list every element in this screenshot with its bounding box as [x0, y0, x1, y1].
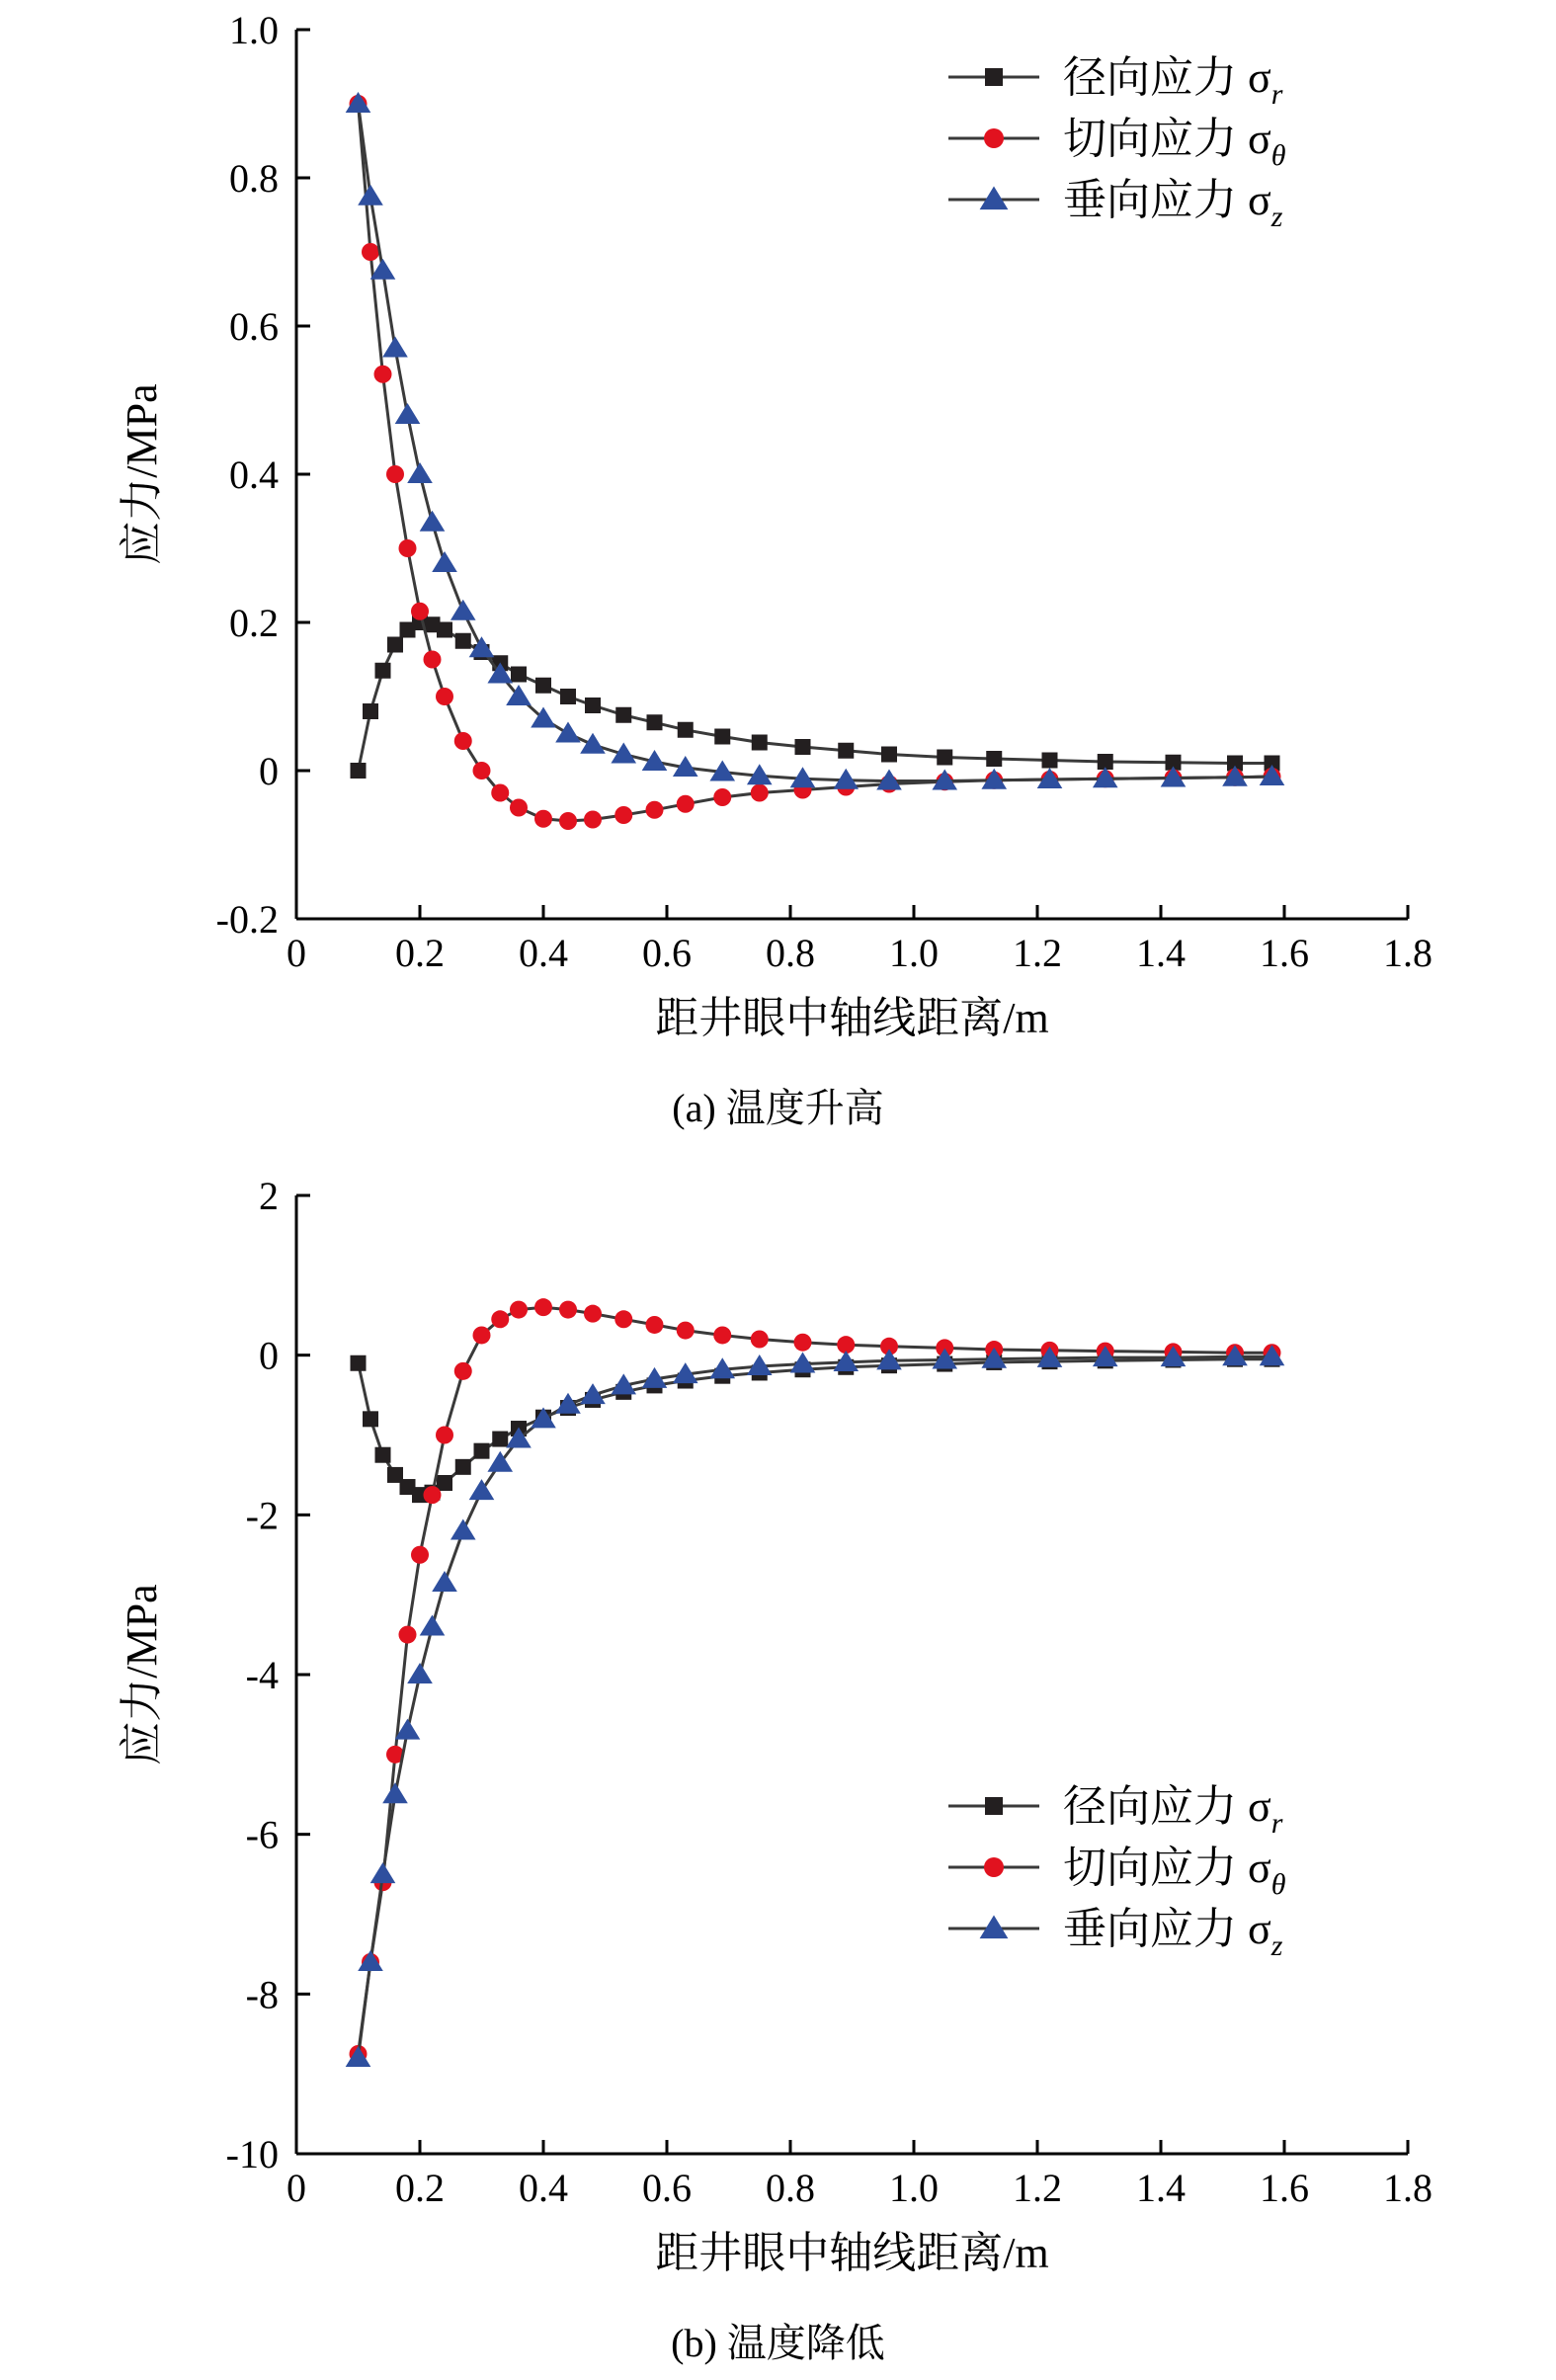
data-marker — [584, 811, 602, 829]
x-tick-label: 1.2 — [1013, 2166, 1062, 2210]
y-tick-label: 0.4 — [229, 452, 279, 497]
x-tick-label: 0.4 — [519, 2166, 568, 2210]
y-tick-label: -2 — [245, 1493, 279, 1538]
legend-label: 垂向应力 $\sigma_z$ — [1063, 1905, 1283, 1962]
data-marker — [473, 762, 491, 780]
data-marker — [351, 763, 367, 779]
chart-a-svg — [0, 0, 1556, 1067]
legend — [948, 53, 1286, 233]
y-tick-label: 0.6 — [229, 304, 279, 349]
data-marker — [984, 1857, 1004, 1877]
x-tick-label: 1.8 — [1383, 2166, 1433, 2210]
data-marker — [678, 722, 694, 738]
y-axis-label: 应力/MPa — [118, 383, 166, 565]
x-tick-label: 0.8 — [766, 931, 815, 975]
data-marker — [437, 1475, 452, 1491]
data-marker — [1222, 1345, 1248, 1365]
data-marker — [1042, 753, 1058, 769]
data-marker — [358, 1950, 383, 1971]
data-marker — [510, 799, 528, 817]
x-tick-label: 1.4 — [1136, 2166, 1186, 2210]
data-marker — [984, 128, 1004, 148]
data-marker — [437, 622, 452, 638]
caption-b: (b) 温度降低 — [671, 2321, 885, 2365]
data-marker — [555, 722, 581, 743]
data-marker — [559, 812, 577, 830]
x-axis-label: 距井眼中轴线距离/m — [655, 994, 1049, 1042]
legend-label: 垂向应力 $\sigma_z$ — [1063, 176, 1283, 233]
y-axis-label: 应力/MPa — [118, 1584, 166, 1765]
data-marker — [399, 539, 417, 557]
data-marker — [713, 1326, 731, 1344]
data-marker — [751, 1331, 769, 1349]
data-marker — [351, 1355, 367, 1371]
x-tick-label: 1.6 — [1260, 931, 1309, 975]
data-marker — [1260, 1345, 1285, 1365]
legend-label: 切向应力 $\sigma_\theta$ — [1063, 115, 1286, 172]
data-marker — [751, 784, 769, 802]
data-marker — [346, 92, 371, 113]
y-tick-label: -8 — [245, 1972, 279, 2017]
data-marker — [714, 729, 730, 745]
x-tick-label: 0.4 — [519, 931, 568, 975]
data-marker — [407, 462, 433, 483]
data-marker — [794, 1334, 812, 1352]
data-marker — [585, 698, 601, 713]
data-marker — [455, 633, 471, 649]
data-marker — [346, 2046, 371, 2067]
data-marker — [358, 185, 383, 205]
x-tick-label: 1.4 — [1136, 931, 1186, 975]
data-marker — [432, 551, 457, 572]
y-tick-label: 0.2 — [229, 601, 279, 645]
y-tick-label: 0 — [259, 1333, 279, 1378]
data-marker — [450, 600, 476, 620]
y-tick-label: 2 — [259, 1174, 279, 1218]
data-marker — [454, 1362, 472, 1380]
data-marker — [474, 1443, 490, 1459]
data-marker — [455, 1459, 471, 1475]
caption-a: (a) 温度升高 — [672, 1086, 884, 1130]
y-tick-label: -4 — [245, 1653, 279, 1697]
data-marker — [386, 465, 404, 483]
data-marker — [395, 403, 421, 424]
y-tick-label: -0.2 — [215, 897, 279, 942]
y-tick-label: 1.0 — [229, 8, 279, 52]
data-marker — [510, 1301, 528, 1319]
x-axis-label: 距井眼中轴线距离/m — [655, 2229, 1049, 2277]
data-marker — [1260, 765, 1285, 785]
data-marker — [985, 1797, 1003, 1815]
x-tick-label: 1.6 — [1260, 2166, 1309, 2210]
data-marker — [881, 747, 897, 763]
chart-a — [0, 0, 1556, 1067]
data-marker — [374, 366, 392, 383]
series-markers — [351, 615, 1280, 779]
data-marker — [436, 688, 453, 705]
data-marker — [534, 1298, 552, 1316]
data-marker — [614, 1310, 632, 1328]
data-marker — [560, 689, 576, 704]
legend-label: 切向应力 $\sigma_\theta$ — [1063, 1844, 1286, 1901]
data-marker — [487, 1451, 513, 1472]
data-marker — [370, 259, 396, 280]
data-marker — [534, 810, 552, 828]
data-marker — [450, 1519, 476, 1540]
x-tick-label: 0.2 — [395, 931, 445, 975]
data-marker — [382, 337, 408, 358]
x-tick-label: 0 — [287, 931, 306, 975]
data-marker — [752, 735, 768, 751]
data-marker — [511, 667, 527, 683]
data-marker — [436, 1427, 453, 1444]
data-marker — [584, 1305, 602, 1323]
series-line — [359, 1359, 1272, 1495]
y-tick-label: -6 — [245, 1812, 279, 1857]
data-marker — [469, 1479, 495, 1500]
data-marker — [454, 732, 472, 750]
data-marker — [614, 806, 632, 824]
data-marker — [375, 663, 391, 679]
legend — [948, 1782, 1286, 1962]
data-marker — [411, 603, 429, 620]
y-tick-label: 0 — [259, 749, 279, 793]
data-marker — [986, 751, 1002, 767]
data-marker — [487, 663, 513, 684]
data-marker — [980, 1916, 1009, 1939]
legend-label: 径向应力 $\sigma_r$ — [1063, 1782, 1283, 1840]
plot-area — [226, 1174, 1433, 2210]
data-marker — [411, 1546, 429, 1564]
data-marker — [646, 801, 664, 819]
data-marker — [559, 1301, 577, 1319]
data-marker — [492, 1432, 508, 1447]
data-marker — [647, 714, 663, 730]
data-marker — [677, 795, 695, 813]
legend-label: 径向应力 $\sigma_r$ — [1063, 53, 1283, 111]
x-tick-label: 1.0 — [889, 2166, 939, 2210]
data-marker — [382, 1782, 408, 1803]
data-marker — [473, 1326, 491, 1344]
x-tick-label: 0.8 — [766, 2166, 815, 2210]
data-marker — [980, 187, 1009, 210]
data-marker — [363, 703, 378, 719]
data-marker — [399, 1626, 417, 1644]
data-marker — [615, 707, 631, 723]
data-marker — [985, 68, 1003, 86]
data-marker — [937, 750, 952, 766]
data-marker — [420, 511, 446, 532]
x-tick-label: 1.0 — [889, 931, 939, 975]
data-marker — [424, 651, 442, 669]
x-tick-label: 0.6 — [642, 2166, 692, 2210]
data-marker — [491, 1310, 509, 1328]
y-tick-label: -10 — [225, 2132, 279, 2176]
x-tick-label: 0 — [287, 2166, 306, 2210]
data-marker — [646, 1316, 664, 1334]
y-tick-label: 0.8 — [229, 156, 279, 201]
data-marker — [838, 743, 854, 759]
data-marker — [375, 1447, 391, 1463]
data-marker — [555, 1393, 581, 1414]
data-marker — [420, 1615, 446, 1636]
x-tick-label: 0.2 — [395, 2166, 445, 2210]
data-marker — [491, 784, 509, 802]
series-line — [359, 622, 1272, 771]
x-tick-label: 0.6 — [642, 931, 692, 975]
data-marker — [677, 1322, 695, 1340]
x-tick-label: 1.2 — [1013, 931, 1062, 975]
data-marker — [407, 1663, 433, 1683]
data-marker — [424, 1486, 442, 1504]
chart-b — [0, 1166, 1556, 2302]
x-tick-label: 1.8 — [1383, 931, 1433, 975]
chart-b-svg — [0, 1166, 1556, 2302]
data-marker — [432, 1571, 457, 1592]
data-marker — [363, 1411, 378, 1427]
data-marker — [1093, 1346, 1118, 1366]
data-marker — [535, 678, 551, 694]
data-marker — [387, 637, 403, 653]
data-marker — [362, 243, 379, 261]
data-marker — [580, 733, 606, 754]
data-marker — [370, 1862, 396, 1883]
data-marker — [531, 1407, 556, 1428]
data-marker — [713, 788, 731, 806]
data-marker — [795, 739, 811, 755]
